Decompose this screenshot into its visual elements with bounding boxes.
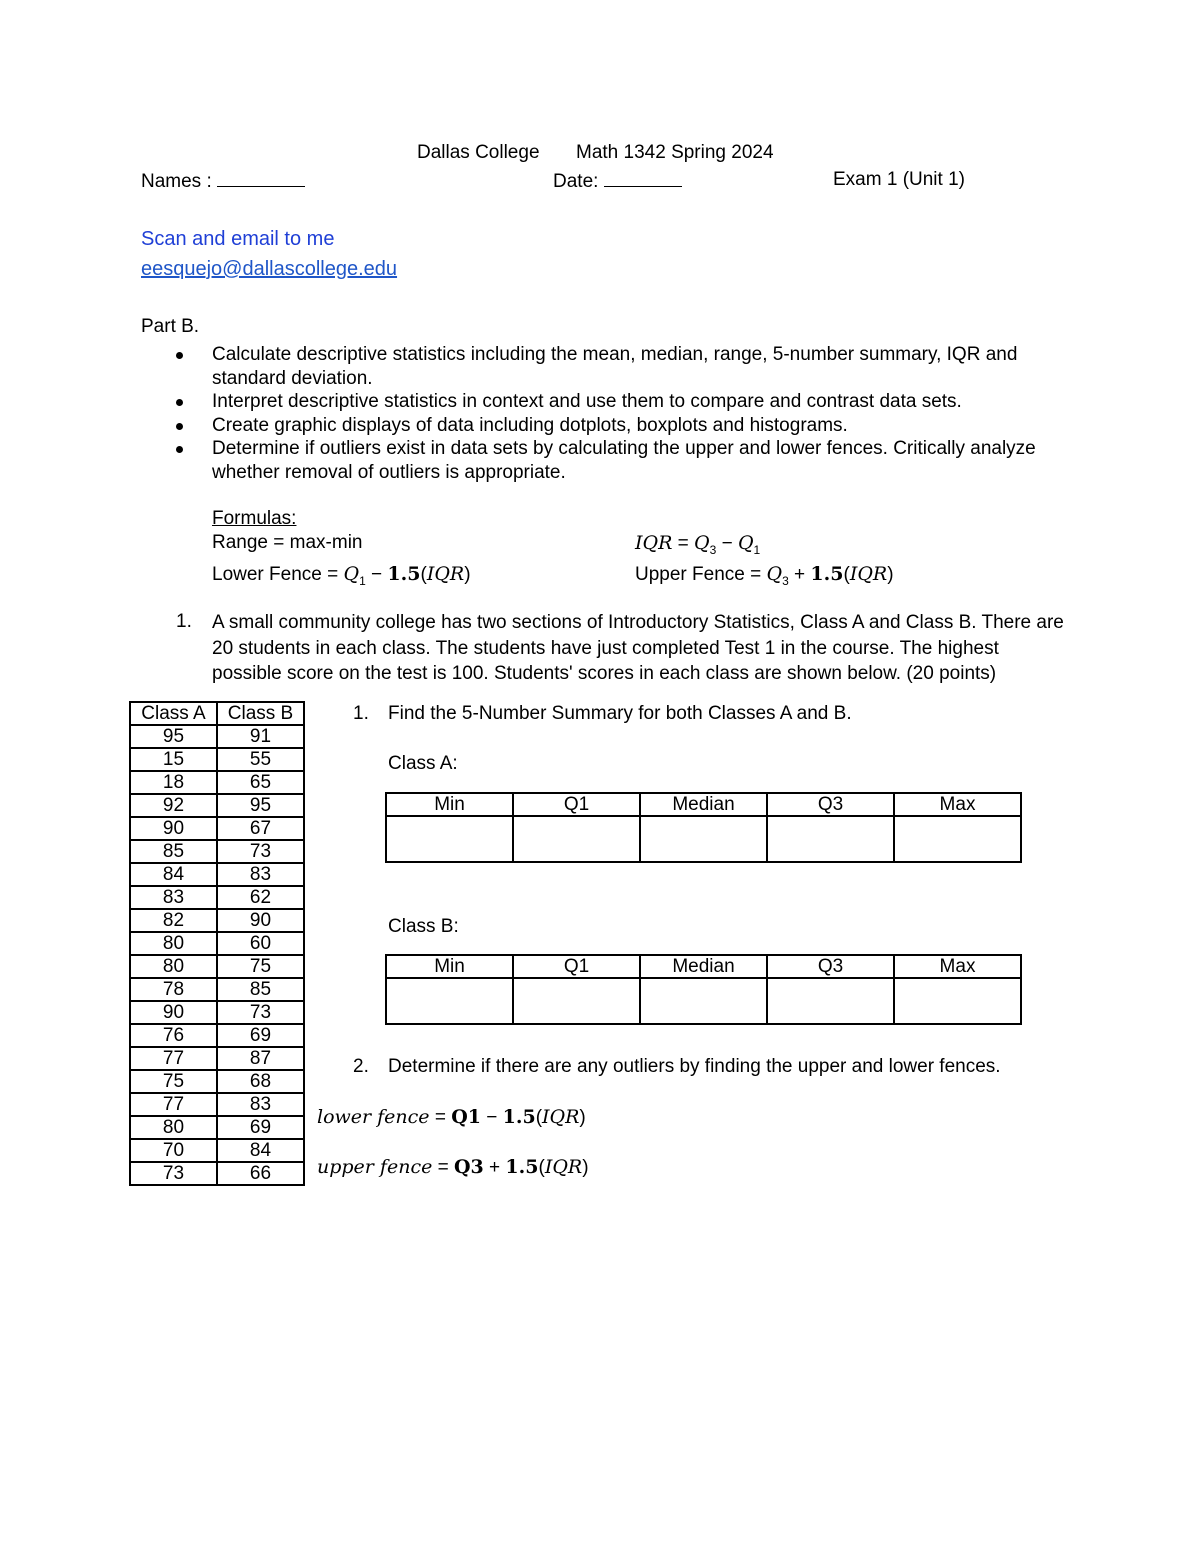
class-b-score: 91 [217,725,304,748]
upper-fence-equation: upper fence = Q3 + 1.5(IQR) [317,1156,589,1178]
class-b-score: 83 [217,863,304,886]
table-row [130,978,304,1001]
upper-fence-formula: Upper Fence = $Q_3 + 1.5(IQR)$ [635,563,894,588]
column-header: Min [386,955,513,978]
table-row [130,863,304,886]
class-b-score: 55 [217,748,304,771]
class-a-score: 90 [130,817,217,840]
column-header: Q3 [767,955,894,978]
date-blank [604,168,682,187]
table-row [130,1116,304,1139]
class-a-score: 76 [130,1024,217,1047]
class-a-score: 75 [130,1070,217,1093]
answer-cell[interactable] [513,816,640,862]
class-a-score: 92 [130,794,217,817]
class-b-score: 68 [217,1070,304,1093]
class-a-score: 18 [130,771,217,794]
table-row [130,748,304,771]
range-formula: Range = max-min [212,532,363,553]
column-header: Q1 [513,793,640,816]
column-header: Class B [217,702,304,725]
email-link[interactable]: eesquejo@dallascollege.edu [141,258,398,280]
table-row [130,794,304,817]
column-header: Q1 [513,955,640,978]
table-row [130,1024,304,1047]
college-name: Dallas College [417,142,540,163]
scores-table [129,701,305,1186]
formulas-heading: Formulas: [212,508,297,529]
table-row [130,909,304,932]
class-a-score: 95 [130,725,217,748]
answer-cell[interactable] [640,978,767,1024]
table-row [130,771,304,794]
table-row [130,955,304,978]
date-label: Date: [553,171,599,192]
column-header: Q3 [767,793,894,816]
class-b-score: 69 [217,1024,304,1047]
class-a-score: 83 [130,886,217,909]
list-item: Interpret descriptive statistics in context and use them to compare and contrast data sets. [176,390,1056,414]
class-a-score: 85 [130,840,217,863]
class-b-score: 69 [217,1116,304,1139]
sub-question-2-number: 2. [353,1056,369,1077]
class-b-score: 83 [217,1093,304,1116]
class-a-score: 73 [130,1162,217,1185]
bullet-icon [176,446,183,453]
class-b-score: 87 [217,1047,304,1070]
part-label: Part B. [141,316,200,337]
class-a-score: 80 [130,932,217,955]
class-a-score: 80 [130,955,217,978]
names-field [141,168,305,194]
class-b-score: 65 [217,771,304,794]
scan-instruction: Scan and email to me [141,228,335,250]
class-b-score: 73 [217,840,304,863]
class-b-score: 67 [217,817,304,840]
answer-cell[interactable] [894,978,1021,1024]
class-b-score: 84 [217,1139,304,1162]
answer-cell[interactable] [894,816,1021,862]
class-a-label: Class A: [388,753,458,774]
names-label: Names : [141,171,212,192]
column-header: Median [640,955,767,978]
class-b-score: 90 [217,909,304,932]
class-b-score: 66 [217,1162,304,1185]
lower-fence-formula: Lower Fence = $Q_1 - 1.5(IQR)$ [212,563,471,588]
objectives-list [176,343,1056,484]
answer-cell[interactable] [513,978,640,1024]
table-header-row [130,702,304,725]
sub-question-1-number: 1. [353,703,369,724]
column-header: Median [640,793,767,816]
class-a-score: 84 [130,863,217,886]
sub-question-1-text: Find the 5-Number Summary for both Classes A and B. [388,703,852,724]
sub-question-2-text: Determine if there are any outliers by finding the upper and lower fences. [388,1056,1001,1077]
table-row [130,1070,304,1093]
class-a-score: 77 [130,1093,217,1116]
class-b-score: 85 [217,978,304,1001]
date-field [553,168,682,194]
table-row [130,840,304,863]
course-title: Math 1342 Spring 2024 [576,142,774,163]
class-b-score: 75 [217,955,304,978]
lower-fence-equation: lower fence = Q1 − 1.5(IQR) [317,1106,586,1128]
class-a-score: 78 [130,978,217,1001]
exam-label: Exam 1 (Unit 1) [833,169,965,190]
answer-cell[interactable] [386,978,513,1024]
table-row [130,1162,304,1185]
question-1-text: A small community college has two sections of Introductory Statistics, Class A and Class B. There are 20 students in each class. The students have just completed Test 1 in the course. The highest possible score on the test is 100. Students' scores in each class are shown below. (20 points) [212,612,1064,684]
class-b-score: 62 [217,886,304,909]
class-a-score: 82 [130,909,217,932]
question-1-number: 1. [176,611,192,632]
answer-cell[interactable] [767,978,894,1024]
class-a-score: 90 [130,1001,217,1024]
class-a-summary-table [385,792,1022,863]
table-row [130,932,304,955]
bullet-icon [176,352,183,359]
list-item: Calculate descriptive statistics including the mean, median, range, 5-number summary, IQR and standard deviation. [176,343,1056,390]
answer-cell[interactable] [386,816,513,862]
table-row [130,1093,304,1116]
answer-cell[interactable] [640,816,767,862]
table-row [130,817,304,840]
column-header: Min [386,793,513,816]
list-item: Create graphic displays of data including dotplots, boxplots and histograms. [176,414,1056,438]
class-b-score: 95 [217,794,304,817]
class-a-score: 70 [130,1139,217,1162]
table-row [130,1047,304,1070]
bullet-icon [176,399,183,406]
class-b-score: 73 [217,1001,304,1024]
table-row [130,1139,304,1162]
class-b-label: Class B: [388,916,459,937]
names-blank [217,168,305,187]
table-row [130,725,304,748]
class-a-score: 15 [130,748,217,771]
bullet-icon [176,423,183,430]
table-row [130,1001,304,1024]
column-header: Max [894,793,1021,816]
answer-cell[interactable] [767,816,894,862]
list-item: Determine if outliers exist in data sets by calculating the upper and lower fences. Critically analyze whether removal of outliers is appropriate. [176,437,1056,484]
column-header: Max [894,955,1021,978]
class-a-score: 77 [130,1047,217,1070]
class-b-summary-table [385,954,1022,1025]
table-row [130,886,304,909]
column-header: Class A [130,702,217,725]
class-a-score: 80 [130,1116,217,1139]
iqr-formula: IQR = $Q_3 - Q_1$ [635,532,761,557]
class-b-score: 60 [217,932,304,955]
